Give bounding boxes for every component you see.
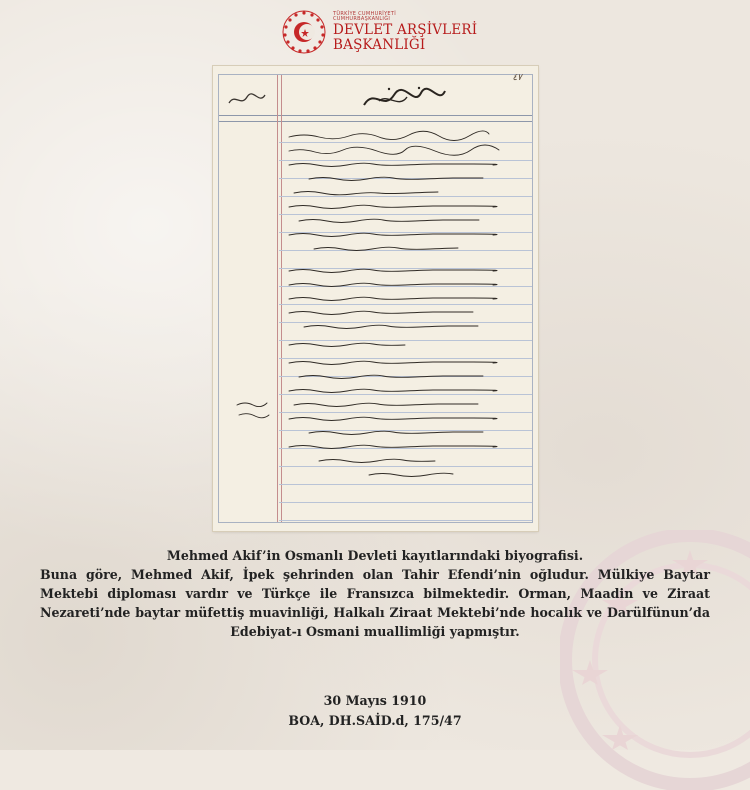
caption-heading: Mehmed Akif’in Osmanlı Devleti kayıtlarındaki biyografisi. xyxy=(166,548,584,563)
logo-line-big-1: DEVLET ARŞİVLERİ xyxy=(333,21,478,38)
logo-text xyxy=(333,12,477,53)
handwritten-ottoman-text xyxy=(219,75,534,522)
logo-line-small-1: TÜRKİYE CUMHURİYETİ xyxy=(333,10,397,17)
devlet-arsivleri-logo xyxy=(281,8,481,56)
document-date: 30 Mayıs 1910 xyxy=(323,693,427,708)
archive-reference: BOA, DH.SAİD.d, 175/47 xyxy=(288,713,462,728)
page-number: ٤٧ xyxy=(512,73,522,83)
star-crescent-emblem-icon xyxy=(281,9,327,55)
logo-line-big-2: BAŞKANLIĞI xyxy=(333,37,426,53)
logo-line-small-2: CUMHURBAŞKANLIĞI xyxy=(333,15,391,22)
ledger-frame xyxy=(218,74,533,523)
archival-document-page xyxy=(213,66,538,531)
document-caption xyxy=(40,546,710,641)
caption-body: Buna göre, Mehmed Akif, İpek şehrinden olan Tahir Efendi’nin oğludur. Mülkiye Baytar Mektebi diploması vardır ve Türkçe ile Fransızca bilmektedir. Orman, Maadin ve Ziraat Nezareti’nde baytar müfettiş muavinliği, Halkalı Ziraat Mektebi’nde hocalık ve Darülfünun’da Edebiyat-ı Osmani muallimliği yapmıştır. xyxy=(40,567,710,639)
